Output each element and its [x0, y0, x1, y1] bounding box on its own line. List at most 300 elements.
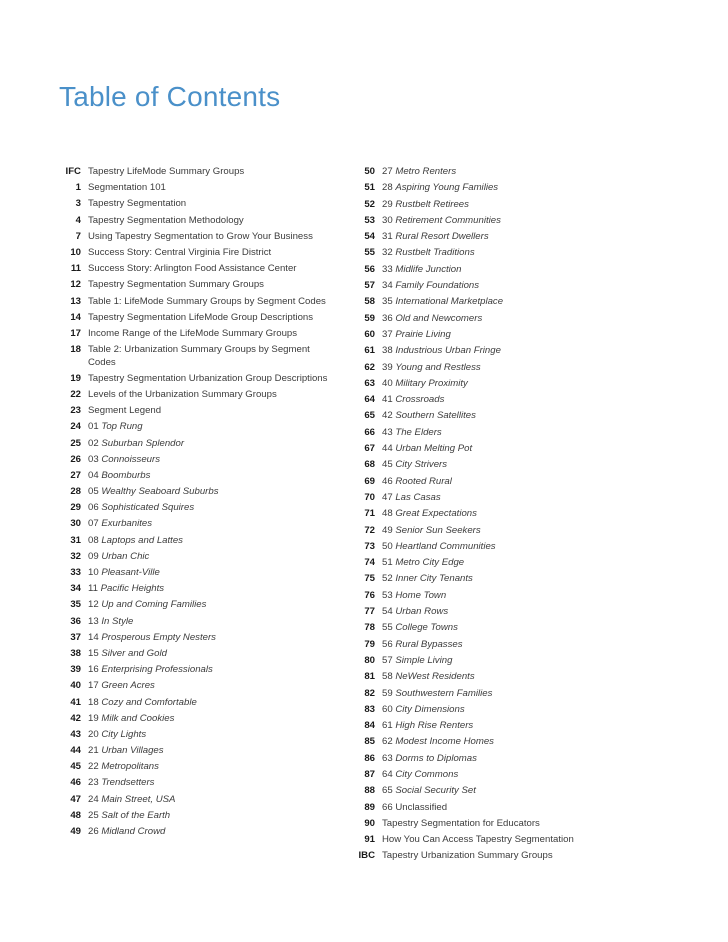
toc-entry[interactable] [58, 454, 338, 467]
toc-entry[interactable] [352, 296, 602, 309]
toc-entry[interactable] [352, 606, 602, 619]
toc-page-number: 48 [70, 809, 81, 821]
toc-page-number: 57 [364, 280, 375, 292]
toc-entry-label: Simple Living [395, 654, 453, 666]
toc-entry[interactable] [58, 826, 338, 839]
toc-entry[interactable] [58, 697, 338, 710]
segment-code: 65 [382, 785, 393, 797]
segment-code: 45 [382, 459, 393, 471]
toc-entry[interactable] [58, 344, 338, 369]
toc-entry[interactable] [352, 802, 602, 815]
toc-entry[interactable] [352, 329, 602, 342]
toc-entry-text [382, 541, 602, 554]
toc-entry-text [382, 329, 602, 342]
toc-page-number: 78 [364, 622, 375, 634]
toc-entry-label: The Elders [395, 426, 442, 438]
segment-code: 21 [88, 745, 99, 757]
toc-column-left [58, 166, 338, 842]
toc-page-number: 47 [70, 793, 81, 805]
toc-entry-text [88, 182, 338, 195]
toc-entry[interactable] [58, 486, 338, 499]
toc-entry[interactable] [58, 567, 338, 580]
toc-entry[interactable] [352, 785, 602, 798]
segment-code: 36 [382, 312, 393, 324]
toc-entry[interactable] [58, 247, 338, 260]
segment-code: 03 [88, 453, 99, 465]
toc-entry[interactable] [58, 373, 338, 386]
toc-page-number: 41 [70, 696, 81, 708]
toc-entry[interactable] [352, 492, 602, 505]
toc-entry[interactable] [352, 410, 602, 423]
toc-page-number: 81 [364, 671, 375, 683]
segment-code: 39 [382, 361, 393, 373]
toc-entry-label: Dorms to Diplomas [395, 752, 477, 764]
toc-entry[interactable] [352, 345, 602, 358]
toc-entry[interactable] [352, 753, 602, 766]
toc-page-number: 11 [70, 263, 81, 275]
toc-entry-text [382, 590, 602, 603]
toc-entry-text [382, 199, 602, 212]
toc-page-number: 65 [364, 410, 375, 422]
segment-code: 52 [382, 573, 393, 585]
segment-code: 51 [382, 557, 393, 569]
toc-page-number: 83 [364, 703, 375, 715]
toc-entry[interactable] [58, 551, 338, 564]
toc-entry-text [382, 492, 602, 505]
toc-entry[interactable] [58, 794, 338, 807]
toc-entry[interactable] [352, 655, 602, 668]
toc-page-number: 29 [70, 502, 81, 514]
toc-page-number: 1 [75, 182, 81, 194]
toc-entry-label: Old and Newcomers [395, 312, 483, 324]
toc-entry-text [88, 729, 338, 742]
toc-entry[interactable] [58, 632, 338, 645]
toc-page-number: 77 [364, 606, 375, 618]
segment-code: 48 [382, 508, 393, 520]
toc-entry[interactable] [58, 328, 338, 341]
toc-entry-label: Home Town [395, 589, 447, 601]
segment-code: 50 [382, 540, 393, 552]
toc-page-number: 32 [70, 550, 81, 562]
toc-entry[interactable] [58, 502, 338, 515]
toc-entry[interactable] [352, 280, 602, 293]
toc-entry[interactable] [58, 279, 338, 292]
segment-code: 11 [88, 583, 98, 595]
toc-entry-text [382, 655, 602, 668]
segment-code: 47 [382, 491, 393, 503]
toc-entry[interactable] [58, 231, 338, 244]
toc-page-number: 80 [364, 654, 375, 666]
toc-entry[interactable] [352, 182, 602, 195]
toc-entry[interactable] [352, 622, 602, 635]
toc-entry[interactable] [58, 680, 338, 693]
toc-page-number: 67 [364, 443, 375, 455]
segment-code: 53 [382, 589, 393, 601]
toc-page-number: 45 [70, 761, 81, 773]
toc-page-number: 75 [364, 573, 375, 585]
toc-entry-label: Military Proximity [395, 377, 468, 389]
toc-column-right [352, 166, 602, 867]
toc-entry-text [88, 697, 338, 710]
toc-entry-label: Main Street, USA [101, 793, 176, 805]
toc-page-number: 56 [364, 263, 375, 275]
toc-entry-label: Tapestry Segmentation Urbanization Group Descriptions [88, 372, 328, 384]
toc-entry-label: Heartland Communities [395, 540, 496, 552]
toc-entry-label: Midland Crowd [101, 826, 166, 837]
toc-entry[interactable] [352, 199, 602, 212]
toc-entry[interactable] [58, 664, 338, 677]
toc-entry[interactable] [58, 166, 338, 179]
segment-code: 05 [88, 486, 99, 498]
toc-page-number: 74 [364, 557, 375, 569]
toc-page-number: 33 [70, 567, 81, 578]
toc-entry-label: Table 1: LifeMode Summary Groups by Segment Codes [88, 295, 326, 307]
segment-code: 13 [88, 615, 99, 627]
toc-entry-label: Table 2: Urbanization Summary Groups by Segment Codes [88, 344, 310, 368]
segment-code: 28 [382, 182, 393, 194]
toc-entry-label: Salt of the Earth [101, 809, 171, 821]
toc-entry-label: Green Acres [101, 680, 155, 692]
toc-page-number: 82 [364, 687, 375, 699]
toc-entry[interactable] [352, 688, 602, 701]
toc-page-number: 14 [70, 311, 81, 323]
toc-entry-label: Tapestry Segmentation [88, 198, 187, 210]
toc-entry[interactable] [58, 405, 338, 418]
toc-entry-text [88, 263, 338, 276]
toc-entry[interactable] [352, 573, 602, 586]
toc-entry[interactable] [352, 557, 602, 570]
toc-entry-text [88, 470, 338, 483]
toc-entry-label: Urban Chic [101, 550, 150, 562]
toc-entry-label: City Dimensions [395, 703, 465, 715]
toc-page-number: 84 [364, 720, 375, 732]
toc-entry[interactable] [352, 394, 602, 407]
toc-entry-label: Rural Resort Dwellers [395, 231, 489, 243]
segment-code: 16 [88, 664, 99, 676]
toc-entry[interactable] [352, 525, 602, 538]
toc-entry-label: How You Can Access Tapestry Segmentation [382, 834, 574, 846]
toc-page-number: 58 [364, 296, 375, 308]
toc-entry-text [88, 664, 338, 677]
segment-code: 46 [382, 475, 393, 487]
toc-entry-text [382, 802, 602, 815]
toc-page-number: 73 [364, 540, 375, 552]
segment-code: 14 [88, 631, 99, 643]
toc-entry[interactable] [58, 745, 338, 758]
toc-entry-label: Sophisticated Squires [101, 502, 195, 514]
toc-entry[interactable] [352, 362, 602, 375]
segment-code: 01 [88, 421, 99, 433]
toc-entry-text [88, 599, 338, 612]
toc-page-number: 89 [364, 801, 375, 813]
toc-page-number: 35 [70, 599, 81, 611]
toc-entry-text [382, 394, 602, 407]
toc-entry[interactable] [58, 599, 338, 612]
toc-entry[interactable] [352, 166, 602, 179]
toc-entry-text [88, 231, 338, 244]
toc-entry-label: Southwestern Families [395, 687, 493, 699]
toc-entry[interactable] [352, 834, 602, 847]
segment-code: 37 [382, 328, 393, 340]
toc-entry-label: Pacific Heights [100, 583, 165, 595]
toc-entry-label: Prosperous Empty Nesters [101, 631, 216, 643]
toc-entry-text [88, 454, 338, 467]
segment-code: 31 [382, 231, 393, 243]
toc-entry[interactable] [58, 713, 338, 726]
toc-entry[interactable] [352, 427, 602, 440]
segment-code: 60 [382, 703, 393, 715]
toc-entry-text [382, 166, 602, 179]
toc-entry-label: Family Foundations [395, 280, 480, 292]
toc-page-number: 68 [364, 459, 375, 471]
toc-entry-label: Social Security Set [395, 785, 476, 797]
toc-entry[interactable] [352, 459, 602, 472]
toc-entry-text [88, 215, 338, 228]
toc-entry-text [382, 850, 602, 863]
toc-entry-label: Urban Rows [395, 606, 449, 618]
toc-page-number: 10 [70, 246, 81, 258]
toc-page-number: 3 [75, 198, 81, 210]
toc-page-number: 49 [70, 826, 81, 837]
toc-entry-text [382, 443, 602, 456]
toc-page-number: 69 [364, 475, 375, 487]
toc-entry-text [382, 345, 602, 358]
toc-entry-text [382, 671, 602, 684]
segment-code: 18 [88, 696, 99, 708]
toc-page-number: 53 [364, 214, 375, 226]
toc-entry-text [88, 296, 338, 309]
toc-entry-text [382, 573, 602, 586]
toc-entry[interactable] [58, 470, 338, 483]
toc-entry-text [382, 215, 602, 228]
toc-entry-text [88, 502, 338, 515]
segment-code: 56 [382, 638, 393, 650]
segment-code: 02 [88, 437, 99, 449]
toc-entry[interactable] [352, 736, 602, 749]
segment-code: 49 [382, 524, 393, 536]
toc-entry[interactable] [58, 518, 338, 531]
toc-page-number: 52 [364, 198, 375, 210]
toc-entry-text [382, 476, 602, 489]
segment-code: 35 [382, 296, 393, 308]
segment-code: 27 [382, 166, 393, 177]
toc-entry-text [88, 551, 338, 564]
toc-page-number: 66 [364, 426, 375, 438]
toc-entry[interactable] [352, 264, 602, 277]
toc-entry[interactable] [58, 438, 338, 451]
toc-entry-text [382, 182, 602, 195]
toc-entry[interactable] [352, 769, 602, 782]
toc-page-number: 18 [70, 344, 81, 356]
toc-entry[interactable] [58, 729, 338, 742]
toc-page-number: 44 [70, 745, 81, 757]
segment-code: 19 [88, 712, 99, 724]
segment-code: 44 [382, 443, 393, 455]
toc-page-number: 46 [70, 777, 81, 789]
toc-entry[interactable] [58, 389, 338, 402]
segment-code: 38 [382, 345, 393, 357]
toc-entry-label: City Strivers [395, 459, 448, 471]
toc-entry[interactable] [352, 443, 602, 456]
toc-page-number: 36 [70, 615, 81, 627]
toc-entry[interactable] [352, 247, 602, 260]
toc-page-number: 26 [70, 453, 81, 465]
toc-entry-text [382, 264, 602, 277]
toc-entry-text [88, 247, 338, 260]
toc-entry-text [88, 648, 338, 661]
toc-page-number: 28 [70, 486, 81, 498]
toc-entry-text [88, 777, 338, 790]
toc-entry-text [382, 606, 602, 619]
toc-entry-text [382, 557, 602, 570]
segment-code: 63 [382, 752, 393, 764]
toc-entry-text [88, 567, 338, 580]
segment-code: 09 [88, 550, 99, 562]
toc-page-number: 23 [70, 405, 81, 417]
toc-entry[interactable] [352, 541, 602, 554]
toc-entry[interactable] [352, 639, 602, 652]
toc-page-number: 85 [364, 736, 375, 748]
toc-entry-label: Rooted Rural [395, 475, 452, 487]
toc-entry-label: NeWest Residents [395, 671, 475, 683]
segment-code: 06 [88, 502, 99, 514]
toc-entry-label: Metropolitans [101, 761, 159, 773]
segment-code: 07 [88, 518, 99, 530]
toc-entry-text [382, 313, 602, 326]
toc-entry-text [382, 720, 602, 733]
toc-page-number: 63 [364, 377, 375, 389]
toc-entry[interactable] [352, 720, 602, 733]
toc-entry-text [88, 166, 338, 179]
toc-entry[interactable] [58, 583, 338, 596]
toc-entry[interactable] [352, 476, 602, 489]
toc-entry-text [88, 745, 338, 758]
toc-page-number: 88 [364, 785, 375, 797]
segment-code: 10 [88, 567, 99, 578]
segment-code: 30 [382, 214, 393, 226]
toc-entry[interactable] [352, 671, 602, 684]
toc-page-number: 22 [70, 388, 81, 400]
toc-entry[interactable] [352, 590, 602, 603]
toc-entry-label: Levels of the Urbanization Summary Groups [88, 388, 277, 400]
toc-entry-text [382, 378, 602, 391]
segment-code: 54 [382, 606, 393, 618]
toc-entry[interactable] [352, 850, 602, 863]
toc-entry-text [382, 296, 602, 309]
toc-entry-label: Inner City Tenants [395, 573, 473, 585]
toc-page-number: 37 [70, 631, 81, 643]
toc-entry[interactable] [58, 810, 338, 823]
toc-page-number: 71 [364, 508, 375, 520]
segment-code: 25 [88, 809, 99, 821]
toc-entry[interactable] [352, 378, 602, 391]
toc-entry[interactable] [58, 761, 338, 774]
toc-entry-label: High Rise Renters [395, 720, 474, 732]
segment-code: 43 [382, 426, 393, 438]
toc-page-number: 86 [364, 752, 375, 764]
toc-entry[interactable] [58, 312, 338, 325]
toc-entry-text [382, 704, 602, 717]
segment-code: 15 [88, 647, 99, 659]
toc-entry-label: Cozy and Comfortable [101, 696, 197, 708]
toc-entry-text [88, 583, 338, 596]
toc-entry[interactable] [58, 777, 338, 790]
toc-entry-label: Tapestry Segmentation LifeMode Group Descriptions [88, 311, 314, 323]
toc-entry[interactable] [352, 704, 602, 717]
toc-page-number: 12 [70, 279, 81, 291]
toc-entry[interactable] [352, 818, 602, 831]
toc-entry-label: Las Casas [395, 491, 441, 503]
toc-entry-text [88, 328, 338, 341]
toc-entry-text [382, 231, 602, 244]
toc-entry[interactable] [352, 215, 602, 228]
toc-entry-text [382, 818, 602, 831]
toc-entry-text [88, 632, 338, 645]
toc-entry-label: College Towns [395, 622, 458, 634]
toc-entry-text [382, 525, 602, 538]
toc-entry[interactable] [58, 215, 338, 228]
toc-page-number: 13 [70, 295, 81, 307]
toc-entry-label: Suburban Splendor [101, 437, 185, 449]
page-title: Table of Contents [59, 81, 281, 112]
toc-entry[interactable] [58, 296, 338, 309]
toc-entry[interactable] [58, 182, 338, 195]
toc-entry-label: Senior Sun Seekers [395, 524, 481, 536]
segment-code: 17 [88, 680, 99, 692]
toc-entry-label: Prairie Living [395, 328, 451, 340]
segment-code: 59 [382, 687, 393, 699]
toc-entry-label: Modest Income Homes [395, 736, 494, 748]
toc-entry-label: Tapestry Segmentation Summary Groups [88, 279, 264, 291]
toc-page-number: 55 [364, 247, 375, 259]
toc-entry[interactable] [58, 263, 338, 276]
toc-entry-label: Up and Coming Families [101, 599, 207, 611]
toc-entry-label: Laptops and Lattes [101, 534, 183, 546]
toc-entry-text [382, 280, 602, 293]
toc-page-number: 60 [364, 328, 375, 340]
toc-page-number: 17 [70, 327, 81, 339]
toc-page-number: 42 [70, 712, 81, 724]
toc-entry[interactable] [58, 648, 338, 661]
toc-page-number: 43 [70, 728, 81, 740]
toc-entry[interactable] [58, 535, 338, 548]
toc-entry-text [382, 410, 602, 423]
toc-entry[interactable] [352, 231, 602, 244]
segment-code: 20 [88, 728, 99, 740]
toc-entry[interactable] [352, 508, 602, 521]
segment-code: 61 [382, 720, 393, 732]
toc-entry-label: Aspiring Young Families [395, 182, 499, 194]
toc-entry-text [382, 753, 602, 766]
toc-entry-text [382, 834, 602, 847]
toc-page-number: 59 [364, 312, 375, 324]
toc-entry-text [382, 247, 602, 260]
toc-entry-label: Midlife Junction [395, 263, 462, 275]
toc-page-number: 40 [70, 680, 81, 692]
toc-entry[interactable] [58, 421, 338, 434]
toc-entry-label: City Lights [101, 728, 147, 740]
toc-entry[interactable] [58, 198, 338, 211]
toc-entry-label: Wealthy Seaboard Suburbs [101, 486, 219, 498]
segment-code: 26 [88, 826, 99, 837]
toc-entry-label: Urban Villages [101, 745, 164, 757]
toc-entry-text [88, 279, 338, 292]
segment-code: 66 [382, 801, 393, 813]
toc-page-number: 62 [364, 361, 375, 373]
toc-entry-label: Silver and Gold [101, 647, 167, 659]
toc-entry[interactable] [352, 313, 602, 326]
toc-entry[interactable] [58, 616, 338, 629]
